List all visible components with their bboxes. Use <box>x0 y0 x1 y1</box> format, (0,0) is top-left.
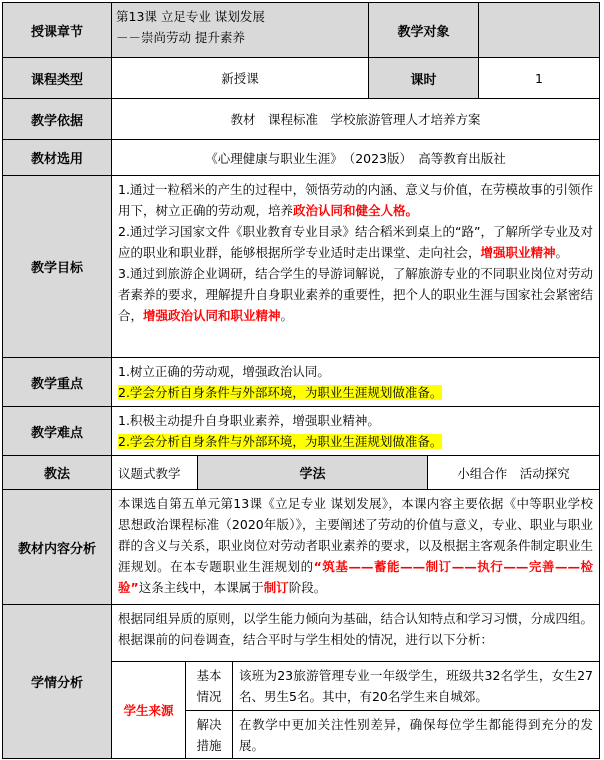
difficulties-content <box>111 406 600 456</box>
student-source-label: 学生来源 <box>111 661 186 759</box>
goal-2: 2.通过学习国家文件《职业教育专业目录》结合稻米到桌上的“路”，了解所学专业及对应的职业和职业群，能够根据所学专业适时走出课堂、走向社会，增强职业精神。 <box>118 224 593 260</box>
textbook-label: 教材选用 <box>2 139 112 176</box>
difficulty-2 <box>118 431 593 452</box>
analysis-label: 教材内容分析 <box>2 489 112 605</box>
textbook-value: 《心理健康与职业生涯》 （2023版） 高等教育出版社 <box>111 139 600 176</box>
analysis-stage: 制订 <box>263 580 289 595</box>
goal-2-emphasis: 增强职业精神 <box>480 245 556 260</box>
chapter-label: 授课章节 <box>2 2 112 58</box>
basis-label: 教学依据 <box>2 98 112 140</box>
analysis-mainline: “筑基——蓄能——制订——执行——完善——检验” <box>118 559 593 595</box>
goal-1: 1.通过一粒稻米的产生的过程中，领悟劳动的内涵、意义与价值，在劳模故事的引领作用下，树立正确的劳动观，培养政治认同和健全人格。 <box>118 182 593 218</box>
difficulty-2-highlight: 2.学会分析自身条件与外部环境，为职业生涯规划做准备。 <box>118 434 443 449</box>
goal-3: 3.通过到旅游企业调研，结合学生的导游词解说，了解旅游专业的不同职业岗位对劳动者素养的要求，理解提升自身职业素养的重要性，把个人的职业生涯与国家社会紧密结合，增强政治认同和职业精神。 <box>118 266 594 323</box>
goals-label: 教学目标 <box>2 175 112 358</box>
goal-3-emphasis: 增强政治认同和职业精神 <box>143 308 281 323</box>
chapter-value <box>111 2 369 58</box>
basic-situation-label: 基本情况 <box>185 661 233 711</box>
study-label: 学法 <box>197 455 428 490</box>
methods-label: 教法 <box>2 455 112 490</box>
course-type-label: 课程类型 <box>2 57 112 99</box>
key-points-label: 教学重点 <box>2 357 112 407</box>
measures-text: 在教学中更加关注性别差异，确保每位学生都能得到充分的发展。 <box>232 710 600 759</box>
methods-value: 议题式教学 <box>111 455 198 490</box>
chapter-line2: －－崇尚劳动 提升素养 <box>116 30 245 45</box>
chapter-line1: 第13课 立足专业 谋划发展 <box>116 9 265 24</box>
target-value <box>478 2 600 58</box>
study-value: 小组合作 活动探究 <box>427 455 600 490</box>
hours-label: 课时 <box>368 57 479 99</box>
analysis-content: 本课选自第五单元第13课《立足专业 谋划发展》，本课内容主要依据《中等职业学校思想政治课程标准（2020年版）》，主要阐述了劳动的价值与意义，专业、职业与职业群的含义与关系，职业岗位对劳动者职业素养的要求，以及根据主客观条件制定职业生涯规划。在本专题职业生涯规划的“筑基——蓄能——制订——执行——完善——检验”这条主线中，本课属于制订阶段。 <box>111 489 600 605</box>
key-point-2 <box>118 382 593 403</box>
basic-situation-text: 该班为23旅游管理专业一年级学生，班级共32名学生，女生27名、男生5名。其中，有20名学生来自城郊。 <box>232 661 600 711</box>
learner-intro: 根据同组异质的原则，以学生能力倾向为基础，结合认知特点和学习习惯，分成四组。根据课前的问卷调查，结合平时与学生相处的情况，进行以下分析： <box>111 604 600 662</box>
difficulty-1: 1.积极主动提升自身职业素养，增强职业精神。 <box>118 413 380 428</box>
learner-label: 学情分析 <box>2 604 112 759</box>
key-points-content <box>111 357 600 407</box>
difficulties-label: 教学难点 <box>2 406 112 456</box>
measures-label: 解决措施 <box>185 710 233 759</box>
hours-value: 1 <box>478 57 600 99</box>
basis-value: 教材 课程标准 学校旅游管理人才培养方案 <box>111 98 600 140</box>
goal-1-emphasis: 政治认同和健全人格。 <box>293 203 419 218</box>
key-point-2-highlight: 2.学会分析自身条件与外部环境，为职业生涯规划做准备。 <box>118 385 443 400</box>
key-point-1: 1.树立正确的劳动观，增强政治认同。 <box>118 364 330 379</box>
target-label: 教学对象 <box>368 2 479 58</box>
course-type-value: 新授课 <box>111 57 369 99</box>
goals-content <box>111 175 600 358</box>
